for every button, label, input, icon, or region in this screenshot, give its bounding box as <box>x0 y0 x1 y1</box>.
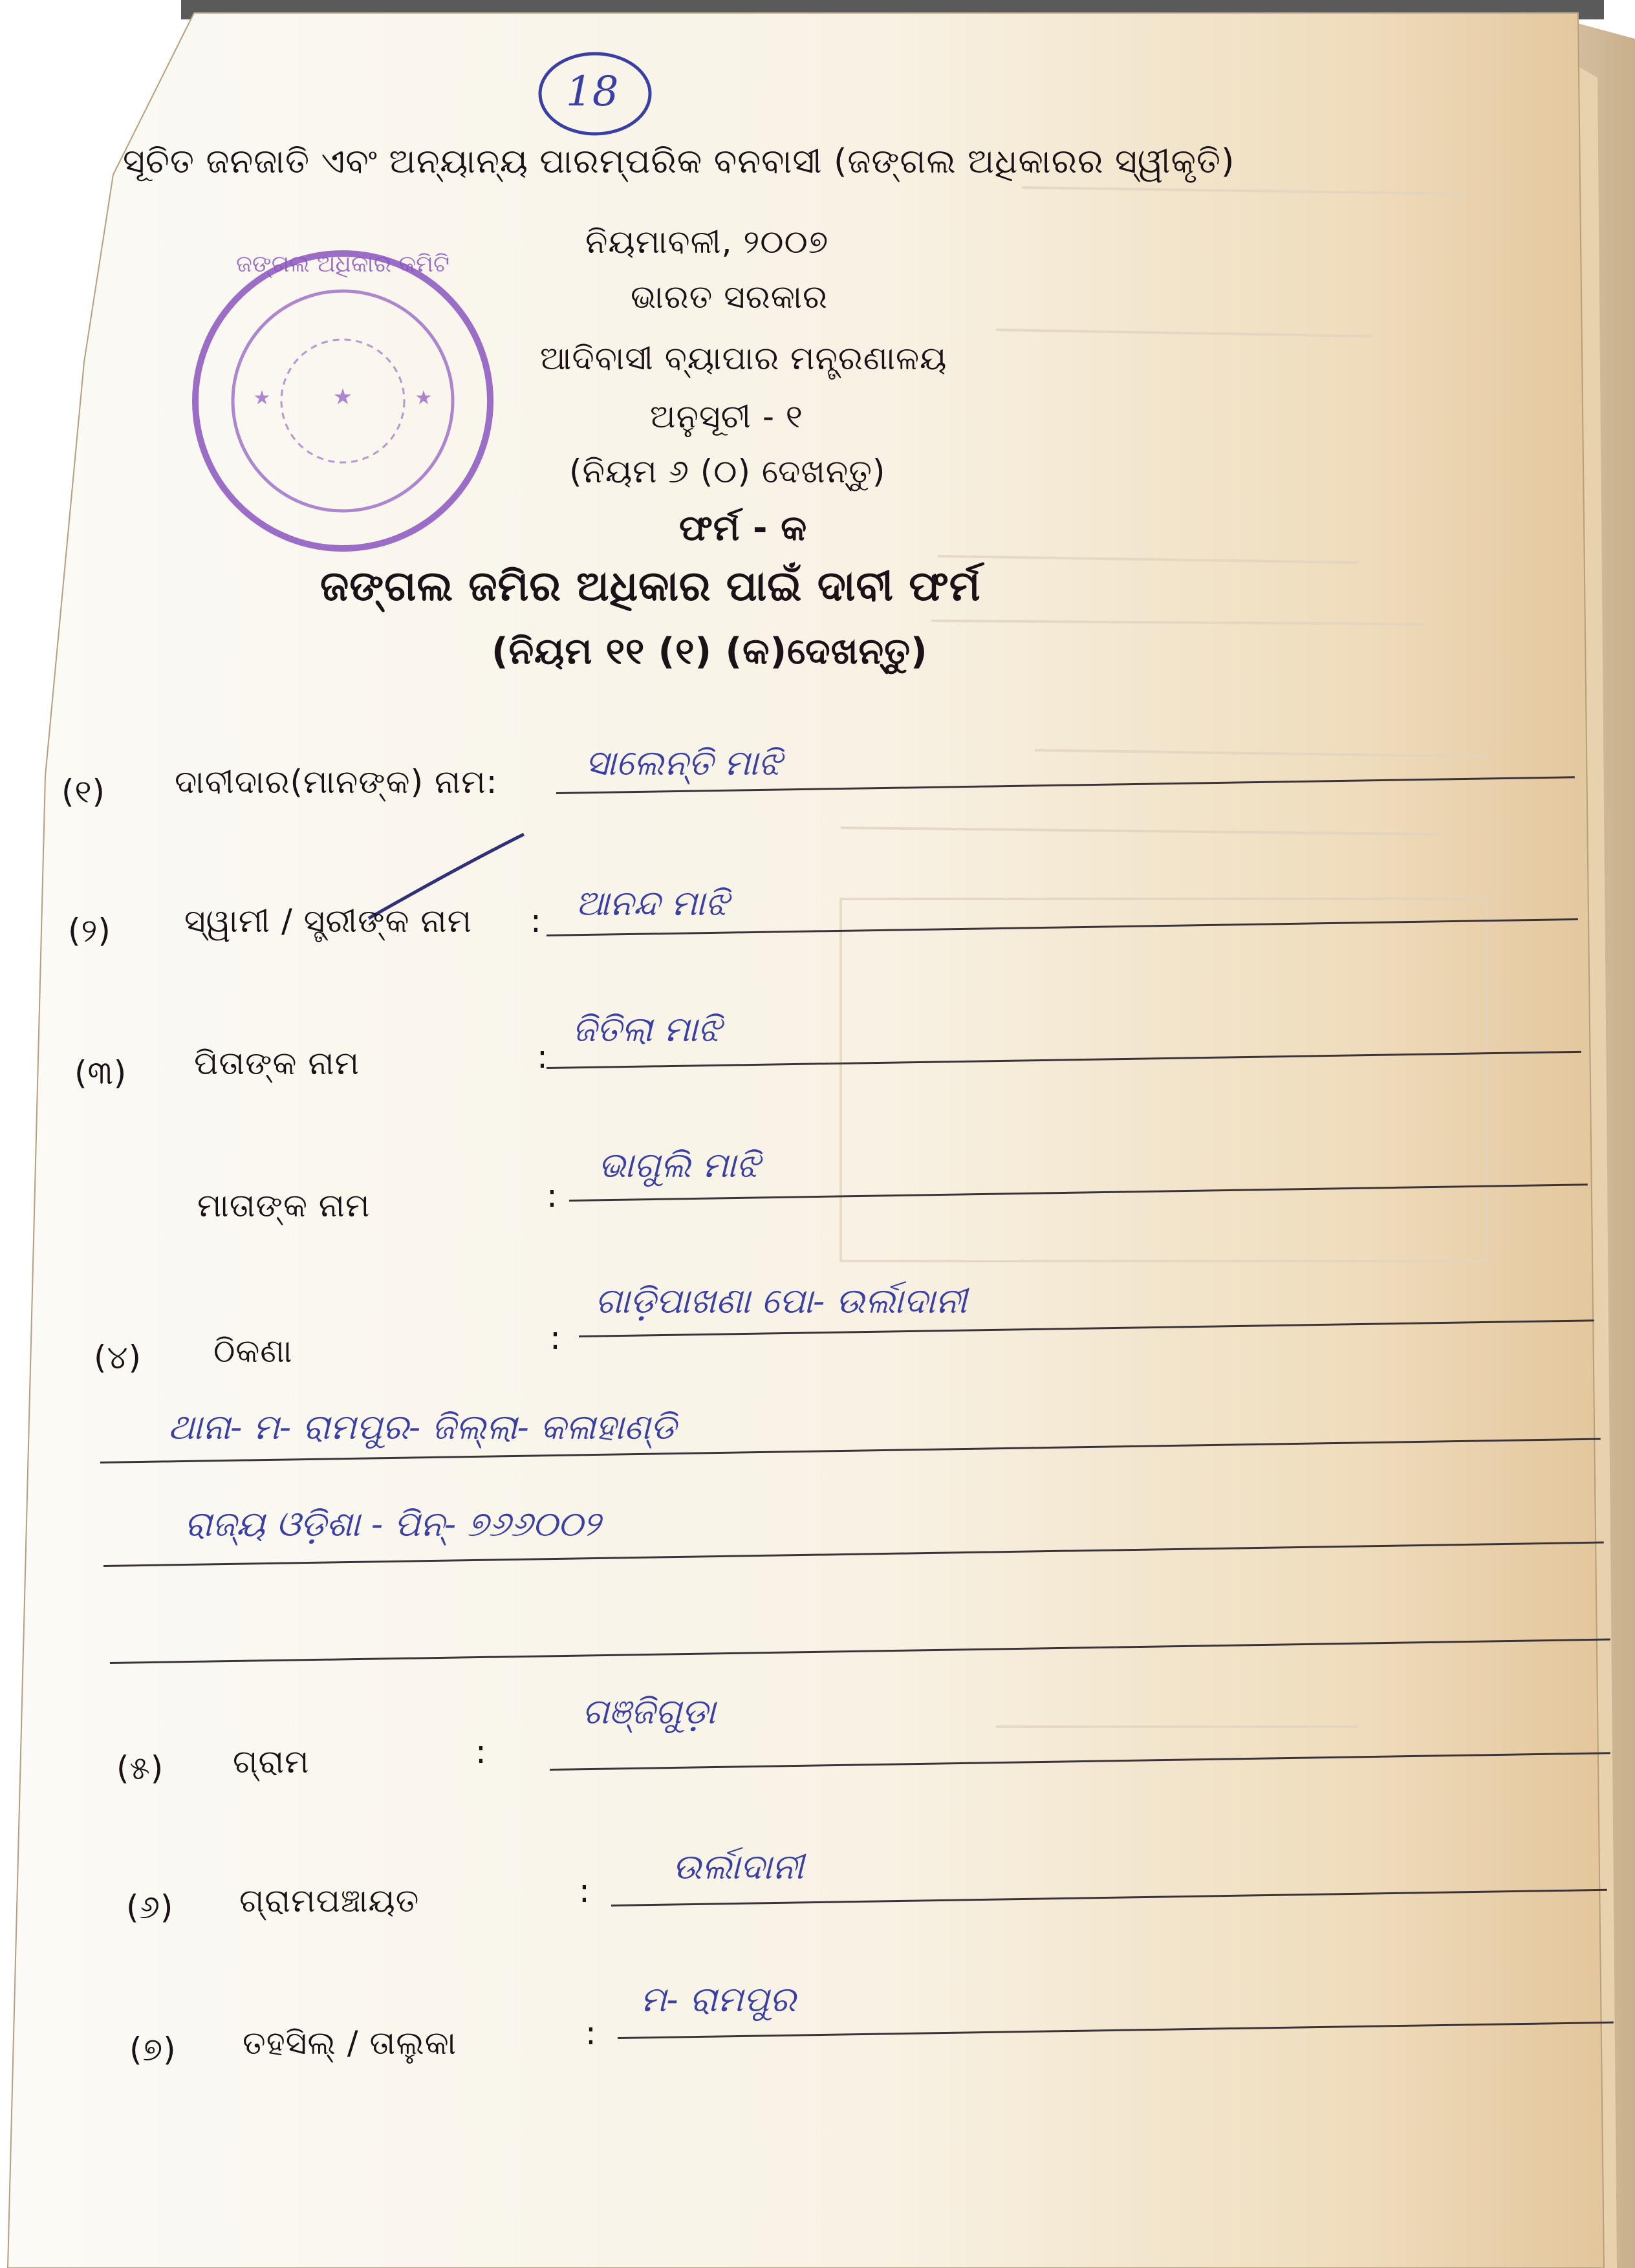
father-colon: : <box>537 1038 548 1075</box>
father-value: ଜିତିଲା ମାଝି <box>572 1009 722 1050</box>
address-number: (୪) <box>94 1339 142 1376</box>
svg-text:★: ★ <box>253 387 271 409</box>
spouse-colon: : <box>530 902 542 940</box>
village-number: (୫) <box>116 1749 164 1787</box>
spouse-number: (୨) <box>68 912 111 949</box>
official-stamp-seal <box>184 243 501 559</box>
mother-value: ଭାଗୁଲି ମାଝି <box>598 1145 760 1185</box>
address-colon: : <box>550 1319 561 1357</box>
tahsil-label: ତହସିଲ୍ / ତାଲୁକା <box>243 2024 457 2062</box>
form-title: ଜଙ୍ଗଲ ଜମିର ଅଧିକାର ପାଇଁ ଦାବୀ ଫର୍ମ <box>320 563 981 610</box>
address-value-line3: ରାଜ୍ୟ ଓଡ଼ିଶା - ପିନ୍- ୭୬୬୦୦୨ <box>184 1504 601 1544</box>
village-label: ଗ୍ରାମ <box>233 1743 310 1780</box>
header-line-schedule: ଅନୁସୂଚୀ - ୧ <box>650 398 803 435</box>
address-value-line2: ଥାନା- ମ- ରାମପୁର- ଜିଲ୍ଲା- କଳାହାଣ୍ଡି <box>168 1407 677 1447</box>
address-value-line1: ଗାଡ଼ିପାଖଣା ପୋ- ଉର୍ଲାଦାନୀ <box>595 1280 968 1321</box>
claimant-number: (୧) <box>61 773 106 810</box>
header-line-government: ଭାରତ ସରକାର <box>631 278 828 316</box>
panchayat-label: ଗ୍ରାମପଞ୍ଚାୟତ <box>239 1882 420 1919</box>
father-label: ପିତାଙ୍କ ନାମ <box>194 1044 360 1082</box>
panchayat-number: (୬) <box>126 1888 174 1926</box>
tahsil-value: ମ- ରାମପୁର <box>640 1979 796 2020</box>
header-line-act: ସୂଚିତ ଜନଜାତି ଏବଂ ଅନ୍ୟାନ୍ୟ ପାରମ୍ପରିକ ବନବାସୀ (ଜଙ୍ଗଲ ଅଧିକାରର ସ୍ୱୀକୃତି) <box>123 142 1235 181</box>
tahsil-colon: : <box>585 2014 597 2052</box>
form-subtitle: (ନିୟମ ୧୧ (୧) (କ)ଦେଖନ୍ତୁ) <box>492 631 928 673</box>
village-colon: : <box>475 1733 487 1771</box>
header-line-ministry: ଆଦିବାସୀ ବ୍ୟାପାର ମନ୍ତ୍ରଣାଳୟ <box>540 340 947 377</box>
header-line-rules: ନିୟମାବଳୀ, ୨୦୦୭ <box>585 223 829 261</box>
header-line-rule-ref: (ନିୟମ ୬ (୦) ଦେଖନ୍ତୁ) <box>569 453 886 490</box>
mother-label: ମାତାଙ୍କ ନାମ <box>197 1187 371 1224</box>
spouse-label: ସ୍ୱାମୀ / ସ୍ତ୍ରୀଙ୍କ ନାମ <box>184 902 472 940</box>
panchayat-colon: : <box>579 1872 590 1910</box>
village-value: ଗଞ୍ଜିଗୁଡ଼ା <box>582 1691 716 1732</box>
tahsil-number: (୭) <box>129 2031 177 2068</box>
spouse-value: ଆନନ୍ଦ ମାଝି <box>576 883 729 923</box>
claimant-label: ଦାବୀଦାର(ମାନଙ୍କ) ନାମ: <box>175 763 498 801</box>
form-label: ଫର୍ମ - କ <box>679 508 808 548</box>
father-number: (୩) <box>74 1054 127 1092</box>
page-number: 18 <box>566 68 619 116</box>
svg-text:ଜଙ୍ଗଲ ଅଧିକାର କମିଟି: ଜଙ୍ଗଲ ଅଧିକାର କମିଟି <box>236 251 449 277</box>
address-label: ଠିକଣା <box>213 1332 293 1370</box>
claimant-value: ସାଲେନ୍ତି ମାଝି <box>585 742 782 783</box>
panchayat-value: ଉର୍ଲାଦାନୀ <box>673 1846 804 1887</box>
svg-text:★: ★ <box>332 384 353 410</box>
svg-text:★: ★ <box>415 387 433 409</box>
mother-colon: : <box>547 1177 558 1215</box>
